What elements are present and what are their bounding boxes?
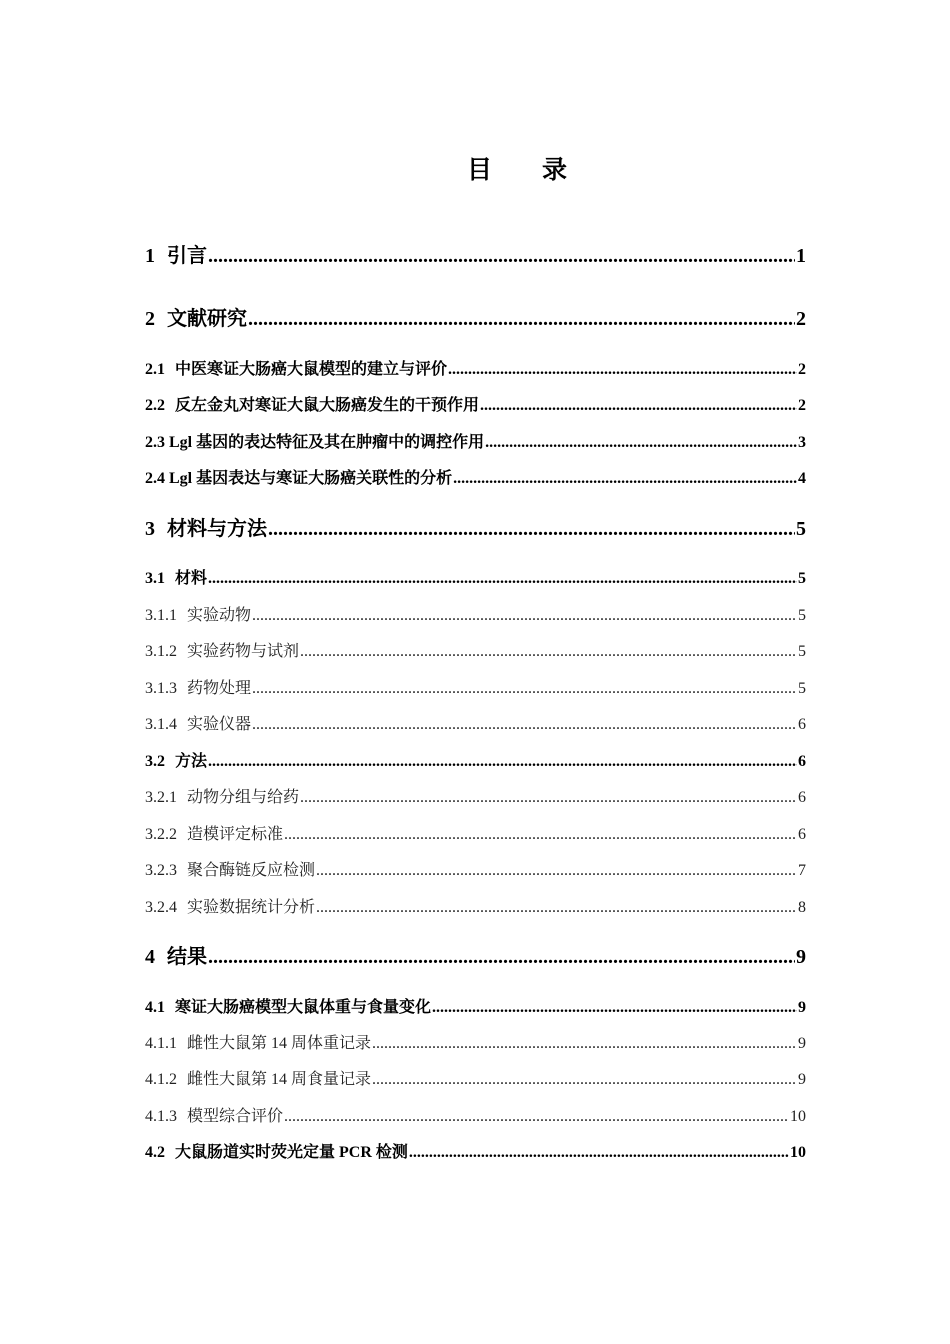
- toc-entry-number: 3.1.1: [145, 607, 177, 624]
- toc-entry-label: 反左金丸对寒证大鼠大肠癌发生的干预作用: [175, 397, 480, 414]
- toc-entry-label: 实验数据统计分析: [187, 899, 316, 916]
- toc-entry-page: 6: [798, 753, 806, 770]
- toc-entry[interactable]: [145, 859, 806, 883]
- toc-entry-label: 材料与方法: [167, 518, 267, 540]
- toc-entry[interactable]: [145, 394, 806, 418]
- toc-entry-number: 4.1.2: [145, 1071, 177, 1088]
- toc-dot-leader: [208, 242, 795, 270]
- toc-entry-number: 2.1: [145, 361, 165, 378]
- toc-entry-number: 3.1.3: [145, 680, 177, 697]
- toc-entry[interactable]: [145, 358, 806, 382]
- toc-dot-leader: [372, 1032, 797, 1056]
- toc-entry-page: 5: [798, 607, 806, 624]
- toc-entry-label: 药物处理: [187, 680, 252, 697]
- toc-entry-page: 9: [798, 1035, 806, 1052]
- toc-dot-leader: [372, 1068, 797, 1092]
- toc-entry-number: 3.2.1: [145, 789, 177, 806]
- toc-entry-label: 寒证大肠癌模型大鼠体重与食量变化: [175, 999, 432, 1016]
- toc-entry[interactable]: [145, 943, 806, 971]
- toc-entry-page: 6: [798, 789, 806, 806]
- toc-entry[interactable]: [145, 823, 806, 847]
- toc-entry[interactable]: [145, 515, 806, 543]
- toc-dot-leader: [284, 823, 797, 847]
- toc-entry[interactable]: [145, 1068, 806, 1092]
- toc-entry-number: 3.2.4: [145, 899, 177, 916]
- toc-entry-number: 3.1: [145, 570, 165, 587]
- toc-entry-page: 9: [798, 1071, 806, 1088]
- toc-dot-leader: [248, 305, 795, 333]
- toc-entry-label: 大鼠肠道实时荧光定量 PCR 检测: [175, 1144, 408, 1161]
- toc-entry[interactable]: [145, 896, 806, 920]
- toc-entry-label: 雌性大鼠第 14 周体重记录: [187, 1035, 372, 1052]
- toc-entry-page: 5: [798, 643, 806, 660]
- toc-entry-page: 2: [796, 308, 806, 330]
- toc-entry-label: 实验药物与试剂: [187, 643, 300, 660]
- toc-entry-label: 实验动物: [187, 607, 252, 624]
- toc-entry[interactable]: [145, 1032, 806, 1056]
- toc-entry[interactable]: [145, 467, 806, 491]
- toc-entry-number: 2: [145, 308, 155, 330]
- toc-entry-number: 4: [145, 946, 155, 968]
- toc-entry-page: 6: [798, 826, 806, 843]
- toc-entry-page: 3: [798, 434, 806, 451]
- toc-entry-page: 8: [798, 899, 806, 916]
- toc-entry-page: 4: [798, 470, 806, 487]
- toc-dot-leader: [485, 431, 797, 455]
- toc-entry-page: 7: [798, 862, 806, 879]
- toc-dot-leader: [453, 467, 797, 491]
- toc-entry[interactable]: [145, 713, 806, 737]
- toc-entry-number: 3: [145, 518, 155, 540]
- toc-entry-label: Lgl 基因表达与寒证大肠癌关联性的分析: [169, 470, 453, 487]
- toc-dot-leader: [252, 677, 797, 701]
- toc-entry[interactable]: [145, 640, 806, 664]
- title-char-right: 录: [542, 157, 568, 184]
- toc-entry-label: 模型综合评价: [187, 1108, 284, 1125]
- toc-entry[interactable]: [145, 677, 806, 701]
- toc-dot-leader: [316, 859, 797, 883]
- toc-dot-leader: [284, 1105, 789, 1129]
- toc-entry-label: 实验仪器: [187, 716, 252, 733]
- page-title: [0, 150, 950, 186]
- toc-entry-number: 4.1.3: [145, 1108, 177, 1125]
- toc-dot-leader: [300, 786, 797, 810]
- toc-entry-label: 引言: [167, 245, 207, 267]
- toc-entry-number: 3.2.3: [145, 862, 177, 879]
- toc-dot-leader: [252, 713, 797, 737]
- toc-dot-leader: [268, 515, 795, 543]
- toc-entry-number: 2.2: [145, 397, 165, 414]
- toc-entry[interactable]: [145, 1105, 806, 1129]
- toc-dot-leader: [252, 604, 797, 628]
- toc-entry[interactable]: [145, 996, 806, 1020]
- toc-entry-page: 2: [798, 361, 806, 378]
- toc-entry-number: 4.1: [145, 999, 165, 1016]
- toc-entry-number: 3.1.2: [145, 643, 177, 660]
- toc-entry[interactable]: [145, 1141, 806, 1165]
- toc-entry-page: 6: [798, 716, 806, 733]
- toc-entry-label: 材料: [175, 570, 208, 587]
- toc-entry-label: 动物分组与给药: [187, 789, 300, 806]
- toc-dot-leader: [316, 896, 797, 920]
- toc-dot-leader: [448, 358, 797, 382]
- toc-entry-page: 5: [798, 570, 806, 587]
- toc-entry-page: 2: [798, 397, 806, 414]
- toc-dot-leader: [432, 996, 797, 1020]
- toc-entry-label: 雌性大鼠第 14 周食量记录: [187, 1071, 372, 1088]
- toc-entry-page: 10: [790, 1144, 806, 1161]
- toc-entry-label: 造模评定标准: [187, 826, 284, 843]
- toc-entry[interactable]: [145, 567, 806, 591]
- toc-entry[interactable]: [145, 604, 806, 628]
- toc-entry-page: 1: [796, 245, 806, 267]
- toc-entry-number: 1: [145, 245, 155, 267]
- toc-dot-leader: [208, 943, 795, 971]
- toc-entry-page: 9: [796, 946, 806, 968]
- toc-entry-label: 结果: [167, 946, 207, 968]
- title-char-left: 目: [466, 157, 492, 184]
- toc-entry[interactable]: [145, 242, 806, 270]
- toc-entry-page: 10: [790, 1108, 806, 1125]
- toc-entry-label: 聚合酶链反应检测: [187, 862, 316, 879]
- toc-entry-label: 文献研究: [167, 308, 247, 330]
- toc-entry-label: 方法: [175, 753, 208, 770]
- toc-entry-page: 9: [798, 999, 806, 1016]
- toc-entry-number: 2.4: [145, 470, 165, 487]
- toc-entry-number: 3.2: [145, 753, 165, 770]
- toc-entry[interactable]: [145, 431, 806, 455]
- toc-entry-number: 4.1.1: [145, 1035, 177, 1052]
- toc-entry-page: 5: [798, 680, 806, 697]
- toc-entry[interactable]: [145, 750, 806, 774]
- toc-entry[interactable]: [145, 305, 806, 333]
- toc-entry-number: 3.1.4: [145, 716, 177, 733]
- toc-entry-number: 2.3: [145, 434, 165, 451]
- toc-dot-leader: [480, 394, 797, 418]
- toc-dot-leader: [409, 1141, 789, 1165]
- toc-entry[interactable]: [145, 786, 806, 810]
- toc-dot-leader: [208, 750, 797, 774]
- toc-entry-label: 中医寒证大肠癌大鼠模型的建立与评价: [175, 361, 448, 378]
- toc-dot-leader: [208, 567, 797, 591]
- toc-entry-label: Lgl 基因的表达特征及其在肿瘤中的调控作用: [169, 434, 485, 451]
- toc-entry-number: 4.2: [145, 1144, 165, 1161]
- toc-entry-number: 3.2.2: [145, 826, 177, 843]
- toc-entry-page: 5: [796, 518, 806, 540]
- toc-dot-leader: [300, 640, 797, 664]
